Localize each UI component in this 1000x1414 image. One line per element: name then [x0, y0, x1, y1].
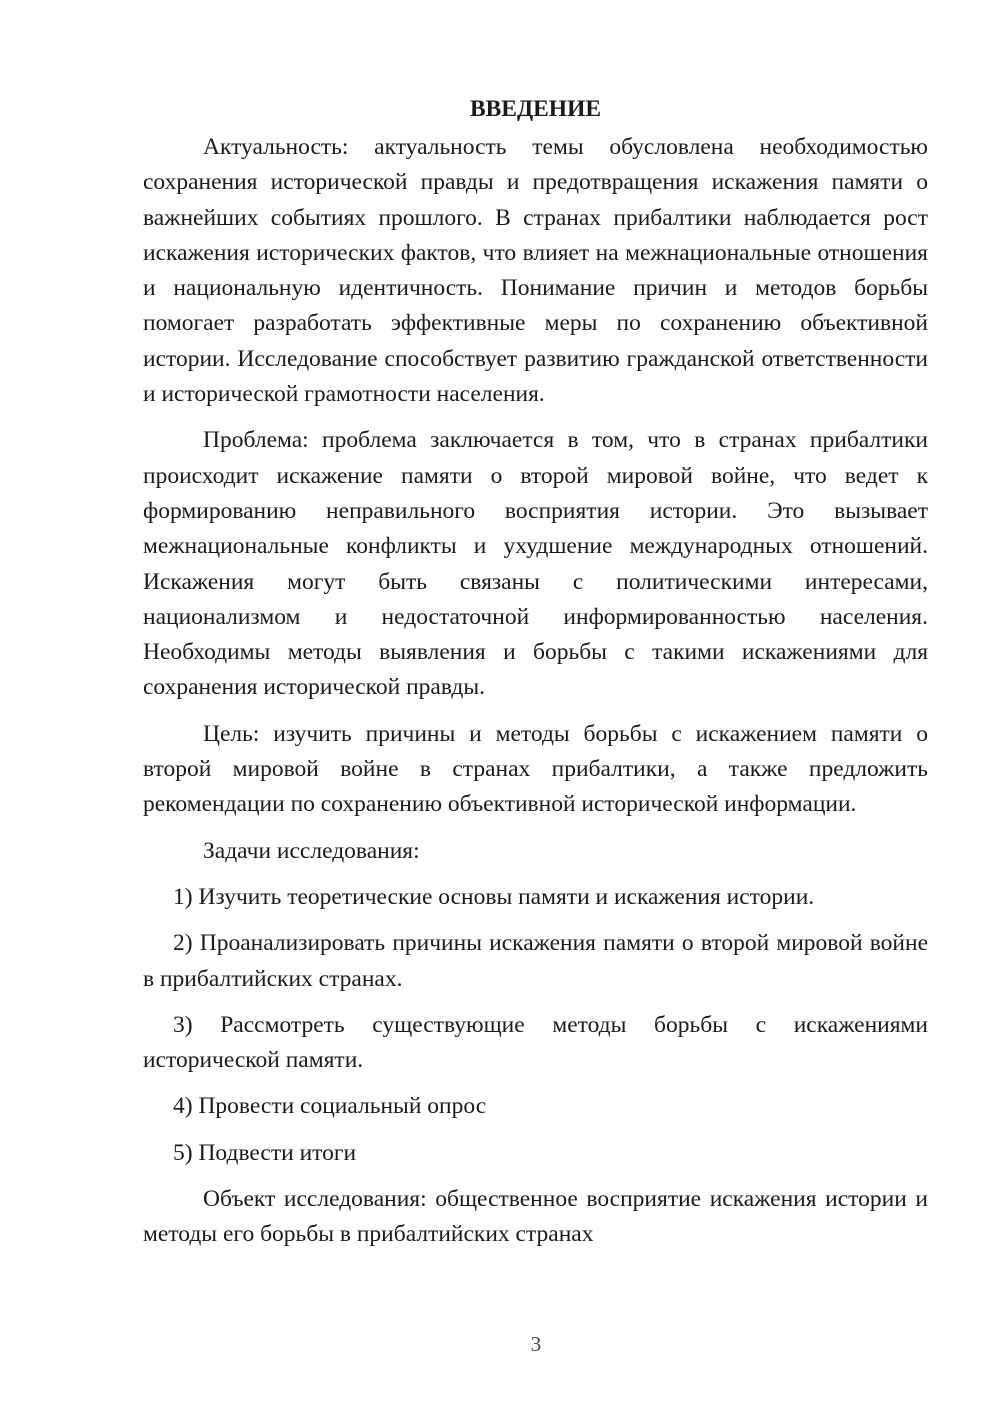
section-title: ВВЕДЕНИЕ — [469, 96, 602, 122]
problem-paragraph: Проблема: проблема заключается в том, что в странах прибалтики происходит искажение памяти о второй мировой войне, что ведет к формированию неправильного восприятия истории. Это вызывает межнациональные конфликты и ухудшение международных отношений. Искажения могут быть связаны с политическими интересами, национализмом и недостаточной информированностью населения. Необходимы методы выявления и борьбы с такими искажениями для сохранения исторической правды. — [143, 427, 928, 701]
object-paragraph: Объект исследования: общественное восприятие искажения истории и методы его борьбы в прибалтийских странах — [143, 1186, 928, 1248]
goal-paragraph: Цель: изучить причины и методы борьбы с искажением памяти о второй мировой войне в странах прибалтики, а также предложить рекомендации по сохранению объективной исторической информации. — [143, 720, 928, 818]
tasks-heading: Задачи исследования: — [203, 837, 420, 864]
page-number: 3 — [530, 1332, 542, 1356]
task-item: 2) Проанализировать причины искажения памяти о второй мировой войне в прибалтийских странах. — [143, 930, 928, 992]
task-item: 3) Рассмотреть существующие методы борьбы с искажениями исторической памяти. — [143, 1011, 928, 1074]
relevance-paragraph: Актуальность: актуальность темы обусловлена необходимостью сохранения исторической правды и предотвращения искажения памяти о важнейших событиях прошлого. В странах прибалтики наблюдается рост искажения исторических фактов, что влияет на межнациональные отношения и национальную идентичность. Понимание причин и методов борьбы помогает разработать эффективные меры по сохранению объективной истории. Исследование способствует развитию гражданской ответственности и исторической грамотности населения. — [143, 134, 928, 408]
page-content — [143, 92, 928, 1264]
task-item: 4) Провести социальный опрос — [173, 1093, 487, 1120]
task-item: 5) Подвести итоги — [173, 1139, 357, 1166]
task-item: 1) Изучить теоретические основы памяти и искажения истории. — [173, 883, 815, 910]
